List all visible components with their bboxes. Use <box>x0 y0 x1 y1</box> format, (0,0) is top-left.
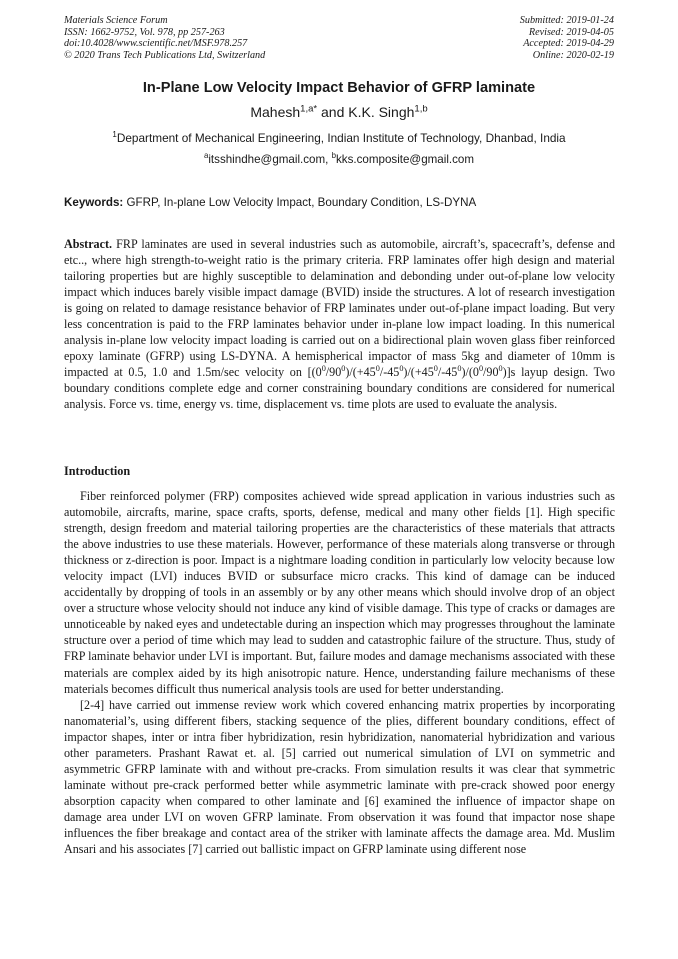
layup-fragment: /90 <box>483 365 499 380</box>
layup-fragment: )/(+45 <box>403 365 434 380</box>
abstract-text: FRP laminates are used in several industries such as automobile, aircraft’s, spacecraft’s, defense and etc.., where high strength-to-weight ratio is the primary criteria. FRP laminates offer high design and material tailoring properties but are highly susceptible to delamination and debonding under out-of-plane low velocity impact which induces barely visible impact damage (BVID) inside the structures. A lot of research investigation is going on related to damage resistance behavior of FRP laminates under out-of-plane impact loading. But very less concentration is paid to the FRP laminates behavior under in-plane low impact loading. In this numerical analysis in-plane low velocity impact loading is carried out on a bidirectional plain woven glass fiber reinforced epoxy laminate (GFRP) using LS-DYNA. A hemispherical impactor of mass 5kg and diameter of 10mm is impacted at 0.5, 1.0 and 1.5m/sec velocity on [(0 <box>64 237 615 380</box>
abstract-label: Abstract. <box>64 237 113 251</box>
publication-dates <box>520 15 614 61</box>
keywords-label: Keywords: <box>64 196 124 209</box>
paper-title: In-Plane Low Velocity Impact Behavior of GFRP laminate <box>142 80 536 96</box>
revised-date: Revised: 2019-04-05 <box>528 26 614 38</box>
section-heading: Introduction <box>64 464 131 478</box>
author-emails <box>0 153 678 166</box>
abstract <box>64 236 615 413</box>
affiliation-text: Department of Mechanical Engineering, Indian Institute of Technology, Dhanbad, India <box>116 131 566 145</box>
degree-superscript: 0 <box>375 364 380 374</box>
author-superscript: 1,a* <box>300 103 318 115</box>
author-name: K.K. Singh <box>348 104 415 120</box>
degree-superscript: 0 <box>433 364 438 374</box>
online-date: Online: 2020-02-19 <box>532 49 614 61</box>
journal-name: Materials Science Forum <box>64 15 168 26</box>
layup-fragment: /-45 <box>379 365 400 380</box>
email-superscript: a <box>203 151 209 161</box>
degree-superscript: 0 <box>341 364 346 374</box>
author-line <box>0 104 678 120</box>
introduction-body <box>64 488 615 857</box>
email-link[interactable]: kks.composite@gmail.com <box>335 153 475 166</box>
author-conjunction: and <box>317 104 349 120</box>
keywords <box>64 196 616 209</box>
copyright-line: © 2020 Trans Tech Publications Ltd, Switzerland <box>64 49 266 61</box>
accepted-date: Accepted: 2019-04-29 <box>523 38 614 50</box>
degree-superscript: 0 <box>457 364 462 374</box>
layup-fragment: /-45 <box>437 365 458 380</box>
email-link[interactable]: itsshindhe@gmail.com, <box>208 153 332 166</box>
paragraph: [2-4] have carried out immense review work which covered enhancing matrix properties by incorporating nanomaterial’s, using different fibers, stacking sequence of the plies, different boundary conditions, effect of impactor shapes, inter or intra fiber hybridization, resin hybridization, nanomaterial hybridization and various other parameters. Prashant Rawat et. al. [5] carried out numerical simulation of LVI on symmetric and asymmetric GFRP laminate with and without pre-cracks. From simulation results it was clear that symmetric laminate without pre-crack performed better while asymmetric laminate with pre-crack showed poor energy absorption capacity when compared to other laminate and [6] examined the influence of impactor shape on damage area under LVI on woven GFRP laminate. From observation it was found that impactor nose shape influences the fiber breakage and contact area of the striker with laminate affects the damage area. Md. Muslim Ansari and his associates [7] carried out ballistic impact on GFRP laminate using different nose <box>64 697 615 857</box>
affiliation <box>0 131 678 145</box>
issn-line: ISSN: 1662-9752, Vol. 978, pp 257-263 <box>64 26 225 38</box>
journal-info <box>64 15 265 61</box>
affiliation-superscript: 1 <box>112 130 117 140</box>
email-superscript: b <box>331 151 336 161</box>
author-superscript: 1,b <box>414 103 428 115</box>
degree-superscript: 0 <box>399 364 404 374</box>
degree-superscript: 0 <box>478 364 484 374</box>
degree-superscript: 0 <box>321 364 326 374</box>
keywords-text: GFRP, In-plane Low Velocity Impact, Boundary Condition, LS-DYNA <box>123 196 477 209</box>
submitted-date: Submitted: 2019-01-24 <box>519 15 614 26</box>
layup-fragment: )/(0 <box>461 365 479 380</box>
degree-superscript: 0 <box>498 364 503 374</box>
layup-fragment: /90 <box>325 365 342 380</box>
doi-line: doi:10.4028/www.scientific.net/MSF.978.257 <box>64 38 248 50</box>
layup-fragment: )]s layup design. <box>502 365 589 380</box>
paragraph: Fiber reinforced polymer (FRP) composites achieved wide spread application in various industries such as automobile, aircrafts, marine, space crafts, sports, defense, medical and many other fields [1]. High specific strength, design freedom and material tailoring properties are the characteristics of these materials that attracts the above industries to use these materials. However, performance of these materials along transverse or through thickness or z-direction is poor. Impact is a nightmare loading condition in particularly low velocity because low velocity impact (LVI) induces BVID or subsurface micro cracks. This kind of damage can be induced accidentally by dropping of tools in an assembly or by any other means which should involve drop of an object over a structure whose velocity should not induce any kind of visible damage. This type of cracks or damages are unnoticeable by naked eyes and undetectable during an inspection which may progresses throughout the laminate structure over a period of time which may lead to sudden and catastrophic failure of the structure. Thus, study of FRP laminate behavior under LVI is important. But, failure modes and damage mechanisms associated with these materials are complex aided by its high anisotropic nature. Hence, understanding failure mechanisms of these materials becomes difficult thus numerical analysis tools are used for better understanding. <box>64 489 615 696</box>
abstract-text: Two boundary conditions complete edge and corner constraining boundary conditions are considered for numerical analysis. Force vs. time, energy vs. time, displacement vs. time plots are used to evaluate the analysis. <box>64 365 616 412</box>
author-name: Mahesh <box>250 104 301 120</box>
layup-fragment: )/(+45 <box>345 365 376 380</box>
